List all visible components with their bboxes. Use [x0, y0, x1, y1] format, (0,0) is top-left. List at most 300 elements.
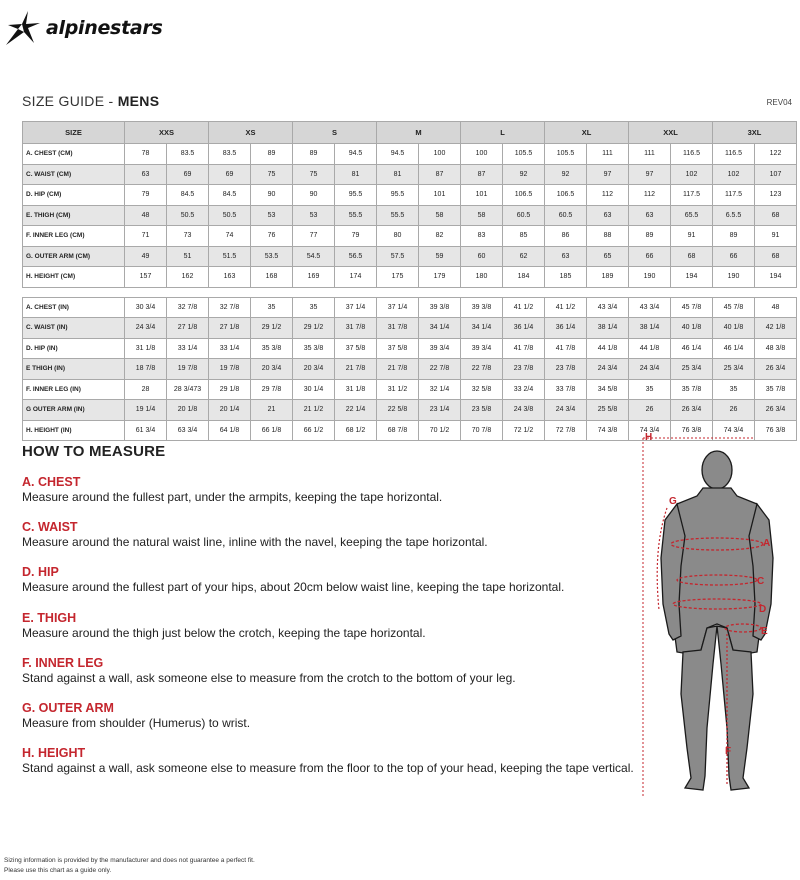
- figure-head: [702, 451, 732, 489]
- table-cell: 122: [755, 144, 797, 165]
- table-cell: 90: [251, 185, 293, 206]
- table-cell: 51.5: [209, 246, 251, 267]
- measure-description: Measure around the fullest part of your hips, about 20cm below waist line, keeping the tape horizontal.: [22, 580, 565, 594]
- table-cell: 78: [125, 144, 167, 165]
- table-cell: 19 7/8: [167, 359, 209, 380]
- table-cell: 40 1/8: [713, 318, 755, 339]
- table-cell: 32 5/8: [461, 379, 503, 400]
- table-cell: 41 7/8: [503, 338, 545, 359]
- table-row: [23, 338, 797, 359]
- table-cell: 32 7/8: [167, 297, 209, 318]
- table-cell: 29 1/2: [251, 318, 293, 339]
- table-row: [23, 246, 797, 267]
- table-cell: 20 1/4: [209, 400, 251, 421]
- table-cell: 66 1/8: [251, 420, 293, 441]
- table-cell: 39 3/8: [419, 297, 461, 318]
- size-table-body: [23, 144, 797, 441]
- table-cell: 162: [167, 267, 209, 288]
- table-cell: 34 1/4: [419, 318, 461, 339]
- table-cell: 91: [755, 226, 797, 247]
- table-cell: 123: [755, 185, 797, 206]
- table-cell: 23 5/8: [461, 400, 503, 421]
- table-cell: 33 7/8: [545, 379, 587, 400]
- table-cell: 35 3/8: [293, 338, 335, 359]
- table-cell: 185: [545, 267, 587, 288]
- table-cell: 85: [503, 226, 545, 247]
- table-row: [23, 267, 797, 288]
- table-cell: 37 1/4: [377, 297, 419, 318]
- table-row: [23, 226, 797, 247]
- table-cell: 112: [587, 185, 629, 206]
- table-cell: 23 1/4: [419, 400, 461, 421]
- table-cell: 29 7/8: [251, 379, 293, 400]
- table-cell: 111: [629, 144, 671, 165]
- table-cell: 39 3/8: [461, 297, 503, 318]
- table-cell: 31 7/8: [377, 318, 419, 339]
- table-cell: 24 3/4: [587, 359, 629, 380]
- table-cell: 28 3/473: [167, 379, 209, 400]
- table-cell: 71: [125, 226, 167, 247]
- table-cell: 29 1/8: [209, 379, 251, 400]
- table-cell: 63 3/4: [167, 420, 209, 441]
- table-cell: 49: [125, 246, 167, 267]
- table-cell: 68 7/8: [377, 420, 419, 441]
- table-cell: 81: [335, 164, 377, 185]
- table-cell: 44 1/8: [587, 338, 629, 359]
- table-cell: 168: [251, 267, 293, 288]
- table-cell: 31 1/8: [125, 338, 167, 359]
- table-cell: 45 7/8: [713, 297, 755, 318]
- table-row: [23, 359, 797, 380]
- row-label: A. CHEST (IN): [23, 297, 125, 318]
- table-cell: 26: [629, 400, 671, 421]
- table-cell: 32 1/4: [419, 379, 461, 400]
- size-3xl: 3XL: [713, 122, 797, 144]
- table-cell: 27 1/8: [209, 318, 251, 339]
- table-cell: 83.5: [167, 144, 209, 165]
- table-cell: 107: [755, 164, 797, 185]
- table-cell: 35: [251, 297, 293, 318]
- table-cell: 55.5: [335, 205, 377, 226]
- table-cell: 26 3/4: [755, 400, 797, 421]
- table-separator: [23, 287, 797, 297]
- table-cell: 74 3/8: [587, 420, 629, 441]
- brand-logo: [4, 8, 162, 48]
- table-cell: 41 7/8: [545, 338, 587, 359]
- label-a: A: [763, 538, 771, 549]
- table-cell: 84.5: [209, 185, 251, 206]
- table-cell: 57.5: [377, 246, 419, 267]
- table-cell: 62: [503, 246, 545, 267]
- measure-item: [22, 611, 642, 641]
- table-cell: 180: [461, 267, 503, 288]
- table-cell: 194: [755, 267, 797, 288]
- table-cell: 35 7/8: [671, 379, 713, 400]
- size-xxl: XXL: [629, 122, 713, 144]
- table-cell: 6.5.5: [713, 205, 755, 226]
- measure-item: [22, 565, 642, 595]
- table-cell: 25 3/4: [671, 359, 713, 380]
- table-row: [23, 318, 797, 339]
- table-cell: 20 3/4: [293, 359, 335, 380]
- table-row: [23, 297, 797, 318]
- size-header-cell: SIZE: [23, 122, 125, 144]
- row-label: E. THIGH (CM): [23, 205, 125, 226]
- table-cell: 46 1/4: [713, 338, 755, 359]
- table-cell: 157: [125, 267, 167, 288]
- table-row: [23, 144, 797, 165]
- size-l: L: [461, 122, 545, 144]
- size-xl: XL: [545, 122, 629, 144]
- table-cell: 84.5: [167, 185, 209, 206]
- table-cell: 102: [713, 164, 755, 185]
- table-cell: 194: [671, 267, 713, 288]
- footnote-line-1: Sizing information is provided by the manufacturer and does not guarantee a perfect fit.: [4, 857, 255, 864]
- table-cell: 50.5: [167, 205, 209, 226]
- table-cell: 174: [335, 267, 377, 288]
- table-cell: 29 1/2: [293, 318, 335, 339]
- table-cell: 58: [461, 205, 503, 226]
- size-xs: XS: [209, 122, 293, 144]
- table-cell: 56.5: [335, 246, 377, 267]
- table-cell: 91: [671, 226, 713, 247]
- table-cell: 76 3/8: [755, 420, 797, 441]
- table-cell: 66: [629, 246, 671, 267]
- table-cell: 79: [125, 185, 167, 206]
- measure-item: [22, 656, 642, 686]
- table-cell: 26: [713, 400, 755, 421]
- table-cell: 92: [503, 164, 545, 185]
- table-cell: 69: [167, 164, 209, 185]
- table-row: [23, 185, 797, 206]
- table-cell: 22 7/8: [461, 359, 503, 380]
- table-cell: 106.5: [545, 185, 587, 206]
- how-to-measure-title: HOW TO MEASURE: [22, 443, 166, 460]
- table-cell: 74 3/4: [629, 420, 671, 441]
- table-cell: 51: [167, 246, 209, 267]
- table-cell: 24 3/4: [125, 318, 167, 339]
- table-cell: 40 1/8: [671, 318, 713, 339]
- row-label: D. HIP (IN): [23, 338, 125, 359]
- table-cell: 48 3/8: [755, 338, 797, 359]
- table-cell: 81: [377, 164, 419, 185]
- table-cell: 24 3/8: [503, 400, 545, 421]
- table-cell: 92: [545, 164, 587, 185]
- table-cell: 55.5: [377, 205, 419, 226]
- measure-item: [22, 520, 642, 550]
- table-cell: 94.5: [377, 144, 419, 165]
- label-e: E: [761, 626, 768, 637]
- table-cell: 30 3/4: [125, 297, 167, 318]
- table-cell: 20 1/8: [167, 400, 209, 421]
- table-cell: 48: [755, 297, 797, 318]
- table-cell: 18 7/8: [125, 359, 167, 380]
- table-cell: 19 7/8: [209, 359, 251, 380]
- table-cell: 21 1/2: [293, 400, 335, 421]
- measure-item: [22, 475, 642, 505]
- measure-item: [22, 701, 642, 731]
- table-cell: 25 3/4: [713, 359, 755, 380]
- measure-heading: H. HEIGHT: [22, 746, 86, 760]
- table-cell: 65.5: [671, 205, 713, 226]
- table-cell: 25 5/8: [587, 400, 629, 421]
- revision-label: REV04: [766, 98, 792, 107]
- table-cell: 190: [713, 267, 755, 288]
- label-d: D: [759, 604, 767, 615]
- table-cell: 59: [419, 246, 461, 267]
- table-cell: 42 1/8: [755, 318, 797, 339]
- table-cell: 80: [377, 226, 419, 247]
- table-cell: 41 1/2: [503, 297, 545, 318]
- table-cell: 23 7/8: [503, 359, 545, 380]
- table-cell: 43 3/4: [587, 297, 629, 318]
- table-cell: 79: [335, 226, 377, 247]
- table-cell: 36 1/4: [503, 318, 545, 339]
- table-cell: 70 7/8: [461, 420, 503, 441]
- table-cell: 53.5: [251, 246, 293, 267]
- table-cell: 76: [251, 226, 293, 247]
- table-row: [23, 400, 797, 421]
- table-cell: 31 1/2: [377, 379, 419, 400]
- table-cell: 102: [671, 164, 713, 185]
- table-cell: 76 3/8: [671, 420, 713, 441]
- table-cell: 75: [251, 164, 293, 185]
- label-c: C: [757, 576, 765, 587]
- measure-description: Stand against a wall, ask someone else to measure from the crotch to the bottom of your leg.: [22, 671, 516, 685]
- table-cell: 111: [587, 144, 629, 165]
- table-cell: 46 1/4: [671, 338, 713, 359]
- table-cell: 88: [587, 226, 629, 247]
- table-cell: 86: [545, 226, 587, 247]
- table-cell: 21 7/8: [335, 359, 377, 380]
- table-cell: 35: [293, 297, 335, 318]
- table-cell: 22 1/4: [335, 400, 377, 421]
- table-cell: 37 1/4: [335, 297, 377, 318]
- table-cell: 33 2/4: [503, 379, 545, 400]
- table-cell: 116.5: [713, 144, 755, 165]
- table-cell: 94.5: [335, 144, 377, 165]
- table-cell: 82: [419, 226, 461, 247]
- table-cell: 89: [629, 226, 671, 247]
- table-cell: 23 7/8: [545, 359, 587, 380]
- table-cell: 100: [419, 144, 461, 165]
- size-xxs: XXS: [125, 122, 209, 144]
- table-cell: 61 3/4: [125, 420, 167, 441]
- row-label: H. HEIGHT (IN): [23, 420, 125, 441]
- table-cell: 65: [587, 246, 629, 267]
- label-f: F: [725, 746, 732, 757]
- row-label: G OUTER ARM (IN): [23, 400, 125, 421]
- row-label: C. WAIST (IN): [23, 318, 125, 339]
- body-measurement-figure: [633, 428, 800, 800]
- table-cell: 39 3/4: [461, 338, 503, 359]
- table-row: [23, 164, 797, 185]
- row-label: G. OUTER ARM (CM): [23, 246, 125, 267]
- table-cell: 20 3/4: [251, 359, 293, 380]
- table-cell: 24 3/4: [545, 400, 587, 421]
- table-cell: 48: [125, 205, 167, 226]
- table-cell: 41 1/2: [545, 297, 587, 318]
- table-cell: 60.5: [503, 205, 545, 226]
- table-cell: 72 7/8: [545, 420, 587, 441]
- table-cell: 58: [419, 205, 461, 226]
- separator-cell: [23, 287, 797, 297]
- table-cell: 105.5: [503, 144, 545, 165]
- table-cell: 163: [209, 267, 251, 288]
- table-cell: 33 1/4: [167, 338, 209, 359]
- brand-name: alpinestars: [46, 17, 163, 39]
- table-cell: 36 1/4: [545, 318, 587, 339]
- table-cell: 116.5: [671, 144, 713, 165]
- row-label: E THIGH (IN): [23, 359, 125, 380]
- table-cell: 97: [629, 164, 671, 185]
- table-cell: 37 5/8: [377, 338, 419, 359]
- table-cell: 22 5/8: [377, 400, 419, 421]
- table-cell: 89: [293, 144, 335, 165]
- table-cell: 21 7/8: [377, 359, 419, 380]
- alpinestars-star-icon: [4, 9, 44, 47]
- label-h: H: [645, 432, 653, 443]
- table-cell: 35 3/8: [251, 338, 293, 359]
- table-cell: 19 1/4: [125, 400, 167, 421]
- measure-heading: G. OUTER ARM: [22, 701, 114, 715]
- table-cell: 28: [125, 379, 167, 400]
- measure-heading: F. INNER LEG: [22, 656, 104, 670]
- table-cell: 33 1/4: [209, 338, 251, 359]
- table-cell: 69: [209, 164, 251, 185]
- table-cell: 68: [755, 246, 797, 267]
- table-cell: 175: [377, 267, 419, 288]
- table-cell: 63: [629, 205, 671, 226]
- size-m: M: [377, 122, 461, 144]
- table-cell: 117.5: [713, 185, 755, 206]
- table-cell: 63: [587, 205, 629, 226]
- size-s: S: [293, 122, 377, 144]
- table-cell: 38 1/4: [629, 318, 671, 339]
- table-cell: 101: [419, 185, 461, 206]
- table-cell: 75: [293, 164, 335, 185]
- table-cell: 83: [461, 226, 503, 247]
- table-cell: 35 7/8: [755, 379, 797, 400]
- table-cell: 189: [587, 267, 629, 288]
- table-cell: 35: [629, 379, 671, 400]
- measure-heading: D. HIP: [22, 565, 59, 579]
- table-cell: 38 1/4: [587, 318, 629, 339]
- table-cell: 60.5: [545, 205, 587, 226]
- table-cell: 66 1/2: [293, 420, 335, 441]
- table-cell: 24 3/4: [629, 359, 671, 380]
- table-cell: 37 5/8: [335, 338, 377, 359]
- table-cell: 68: [671, 246, 713, 267]
- row-label: H. HEIGHT (CM): [23, 267, 125, 288]
- table-cell: 169: [293, 267, 335, 288]
- table-cell: 34 1/4: [461, 318, 503, 339]
- table-cell: 44 1/8: [629, 338, 671, 359]
- table-cell: 179: [419, 267, 461, 288]
- table-cell: 35: [713, 379, 755, 400]
- table-cell: 89: [713, 226, 755, 247]
- table-cell: 27 1/8: [167, 318, 209, 339]
- table-cell: 72 1/2: [503, 420, 545, 441]
- table-cell: 68: [755, 205, 797, 226]
- table-cell: 112: [629, 185, 671, 206]
- row-label: A. CHEST (CM): [23, 144, 125, 165]
- row-label: F. INNER LEG (CM): [23, 226, 125, 247]
- table-row: [23, 205, 797, 226]
- table-cell: 95.5: [377, 185, 419, 206]
- label-g: G: [669, 496, 677, 507]
- measure-heading: C. WAIST: [22, 520, 78, 534]
- table-cell: 89: [251, 144, 293, 165]
- table-cell: 77: [293, 226, 335, 247]
- table-cell: 117.5: [671, 185, 713, 206]
- measure-description: Measure around the fullest part, under the armpits, keeping the tape horizontal.: [22, 490, 443, 504]
- table-cell: 73: [167, 226, 209, 247]
- table-cell: 32 7/8: [209, 297, 251, 318]
- table-cell: 87: [461, 164, 503, 185]
- measure-description: Measure around the natural waist line, inline with the navel, keeping the tape horizontal.: [22, 535, 488, 549]
- footnote-line-2: Please use this chart as a guide only.: [4, 867, 112, 874]
- table-cell: 105.5: [545, 144, 587, 165]
- table-cell: 70 1/2: [419, 420, 461, 441]
- table-cell: 43 3/4: [629, 297, 671, 318]
- table-cell: 31 7/8: [335, 318, 377, 339]
- table-cell: 50.5: [209, 205, 251, 226]
- table-cell: 74 3/4: [713, 420, 755, 441]
- size-header-row: [23, 122, 797, 144]
- table-cell: 34 5/8: [587, 379, 629, 400]
- table-cell: 22 7/8: [419, 359, 461, 380]
- row-label: D. HIP (CM): [23, 185, 125, 206]
- table-cell: 31 1/8: [335, 379, 377, 400]
- footnote: [4, 856, 255, 876]
- table-cell: 54.5: [293, 246, 335, 267]
- row-label: F. INNER LEG (IN): [23, 379, 125, 400]
- measure-description: Stand against a wall, ask someone else to measure from the floor to the top of your head, keeping the tape vertical.: [22, 761, 634, 775]
- table-cell: 100: [461, 144, 503, 165]
- table-cell: 26 3/4: [671, 400, 713, 421]
- table-cell: 66: [713, 246, 755, 267]
- table-cell: 184: [503, 267, 545, 288]
- measure-item: [22, 746, 642, 776]
- table-cell: 63: [125, 164, 167, 185]
- measure-description: Measure from shoulder (Humerus) to wrist.: [22, 716, 251, 730]
- table-cell: 74: [209, 226, 251, 247]
- table-cell: 95.5: [335, 185, 377, 206]
- row-label: C. WAIST (CM): [23, 164, 125, 185]
- table-cell: 68 1/2: [335, 420, 377, 441]
- measure-description: Measure around the thigh just below the crotch, keeping the tape horizontal.: [22, 626, 426, 640]
- table-cell: 30 1/4: [293, 379, 335, 400]
- table-cell: 97: [587, 164, 629, 185]
- table-cell: 90: [293, 185, 335, 206]
- table-cell: 26 3/4: [755, 359, 797, 380]
- table-cell: 106.5: [503, 185, 545, 206]
- table-cell: 53: [293, 205, 335, 226]
- table-cell: 87: [419, 164, 461, 185]
- table-row: [23, 379, 797, 400]
- table-cell: 64 1/8: [209, 420, 251, 441]
- size-table: [22, 121, 797, 441]
- table-cell: 190: [629, 267, 671, 288]
- table-cell: 21: [251, 400, 293, 421]
- page-title: SIZE GUIDE - MENS: [22, 93, 160, 109]
- table-cell: 60: [461, 246, 503, 267]
- table-cell: 83.5: [209, 144, 251, 165]
- measure-heading: E. THIGH: [22, 611, 77, 625]
- table-cell: 45 7/8: [671, 297, 713, 318]
- table-cell: 63: [545, 246, 587, 267]
